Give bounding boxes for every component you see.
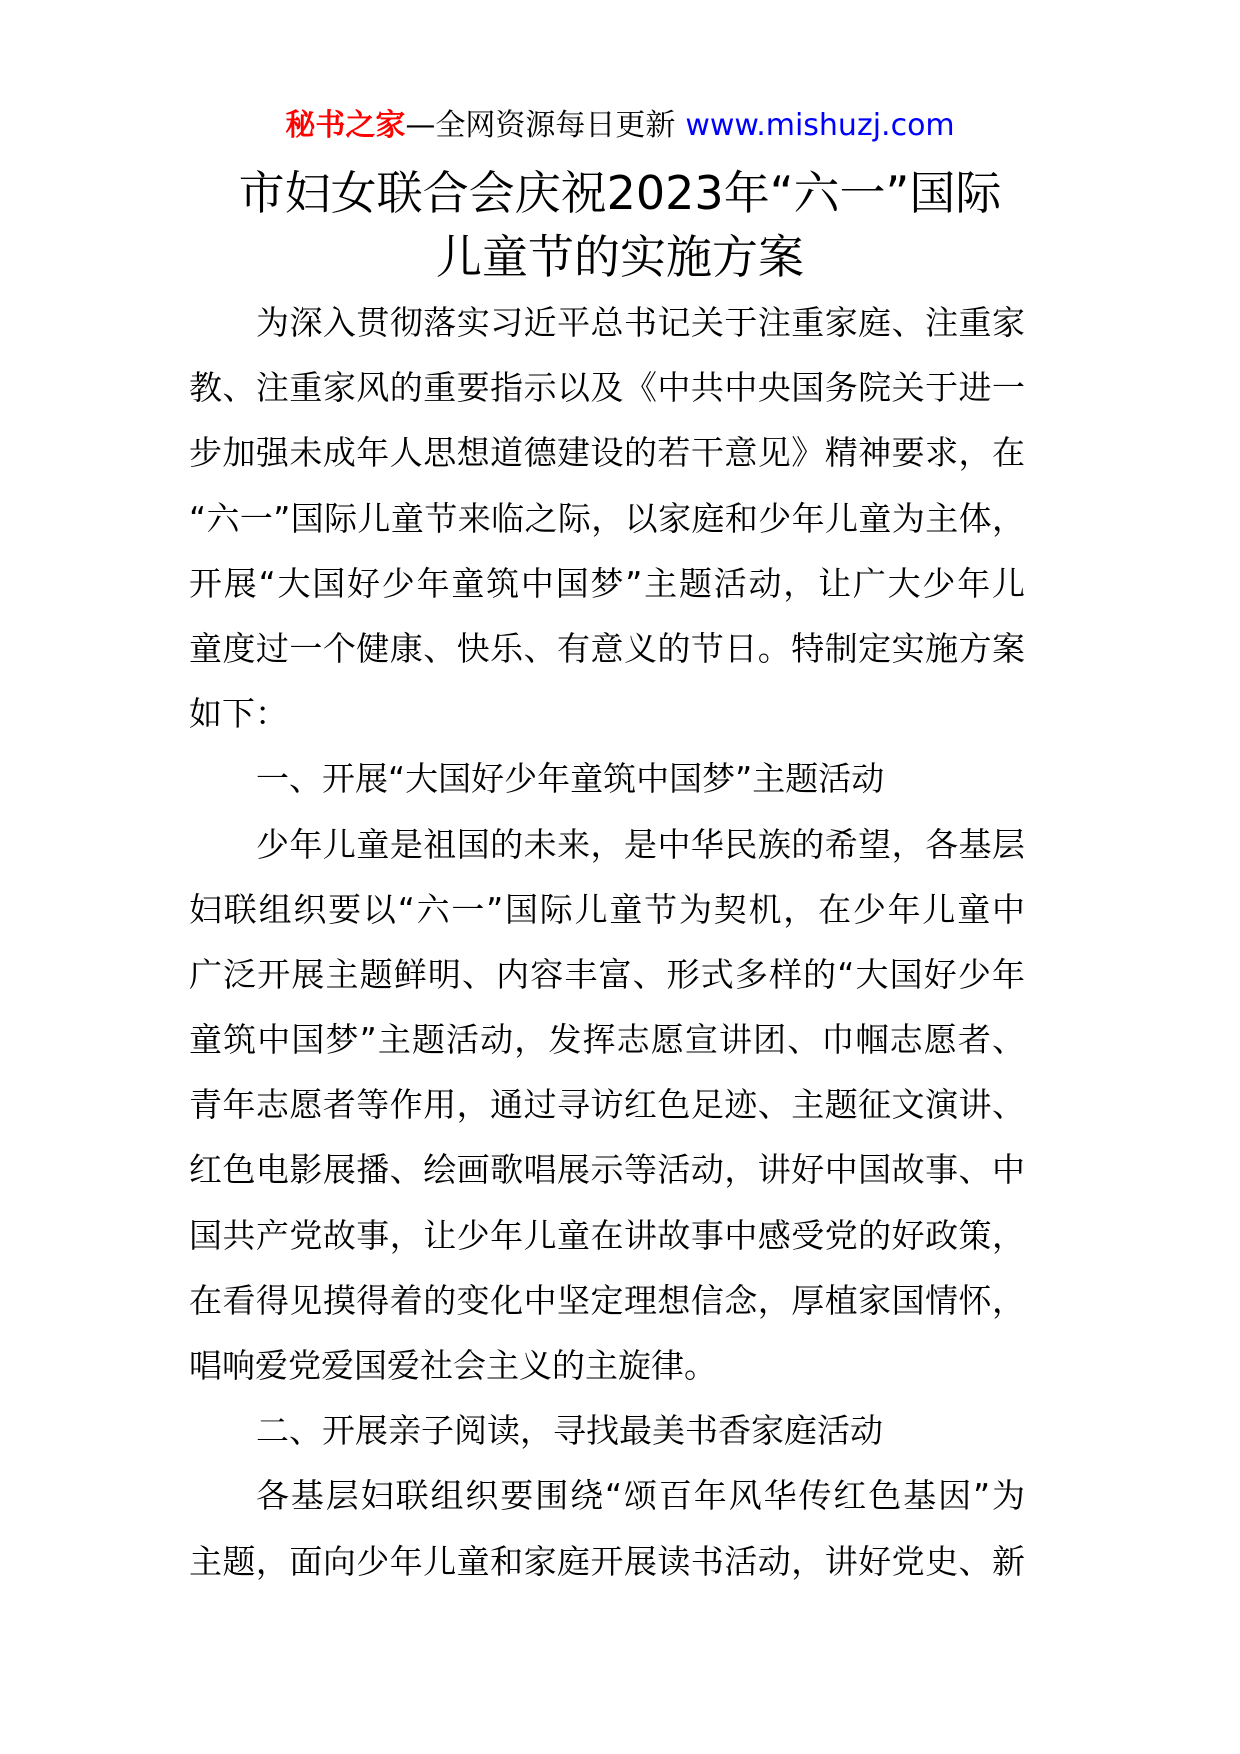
paragraph-line: 如下： xyxy=(189,694,288,734)
paragraph-line: 各基层妇联组织要围绕“颂百年风华传红色基因”为 xyxy=(256,1476,1025,1516)
paragraph-line: 教、注重家风的重要指示以及《中共中央国务院关于进一 xyxy=(189,368,1025,408)
intro-paragraph xyxy=(189,290,1025,746)
document-body xyxy=(189,290,1025,1594)
paragraph-line: 在看得见摸得着的变化中坚定理想信念，厚植家国情怀， xyxy=(189,1280,1025,1320)
document-title xyxy=(0,161,1240,289)
paragraph-line: 开展“大国好少年童筑中国梦”主题活动，让广大少年儿 xyxy=(189,563,1025,603)
title-line: 儿童节的实施方案 xyxy=(436,230,804,284)
paragraph-line: 主题，面向少年儿童和家庭开展读书活动，讲好党史、新 xyxy=(189,1541,1025,1581)
banner-brand: 秘书之家 xyxy=(285,108,406,143)
section-1 xyxy=(189,746,1025,1398)
paragraph-line: 国共产党故事，让少年儿童在讲故事中感受党的好政策， xyxy=(189,1215,1025,1255)
banner-url-link[interactable]: www.mishuzj.com xyxy=(685,108,955,143)
paragraph-line: 童筑中国梦”主题活动，发挥志愿宣讲团、巾帼志愿者、 xyxy=(189,1020,1025,1060)
paragraph-line: “六一”国际儿童节来临之际，以家庭和少年儿童为主体， xyxy=(189,498,1025,538)
paragraph-line: 童度过一个健康、快乐、有意义的节日。特制定实施方案 xyxy=(189,628,1025,668)
paragraph-line: 妇联组织要以“六一”国际儿童节为契机，在少年儿童中 xyxy=(189,889,1025,929)
paragraph-line: 为深入贯彻落实习近平总书记关于注重家庭、注重家 xyxy=(256,303,1025,342)
section-heading: 二、开展亲子阅读，寻找最美书香家庭活动 xyxy=(256,1411,883,1451)
section-2 xyxy=(189,1398,1025,1594)
section-heading: 一、开展“大国好少年童筑中国梦”主题活动 xyxy=(256,759,885,799)
banner-tagline: —全网资源每日更新 xyxy=(405,108,676,143)
paragraph-line: 少年儿童是祖国的未来，是中华民族的希望，各基层 xyxy=(256,824,1025,864)
title-line: 市妇女联合会庆祝2023年“六一”国际 xyxy=(238,166,1002,220)
paragraph-line: 红色电影展播、绘画歌唱展示等活动，讲好中国故事、中 xyxy=(189,1150,1025,1190)
paragraph-line: 唱响爱党爱国爱社会主义的主旋律。 xyxy=(189,1346,717,1385)
paragraph-line: 青年志愿者等作用，通过寻访红色足迹、主题征文演讲、 xyxy=(189,1085,1025,1125)
site-banner xyxy=(0,106,1240,146)
paragraph-line: 步加强未成年人思想道德建设的若干意见》精神要求，在 xyxy=(189,433,1025,473)
paragraph-line: 广泛开展主题鲜明、内容丰富、形式多样的“大国好少年 xyxy=(189,954,1025,994)
